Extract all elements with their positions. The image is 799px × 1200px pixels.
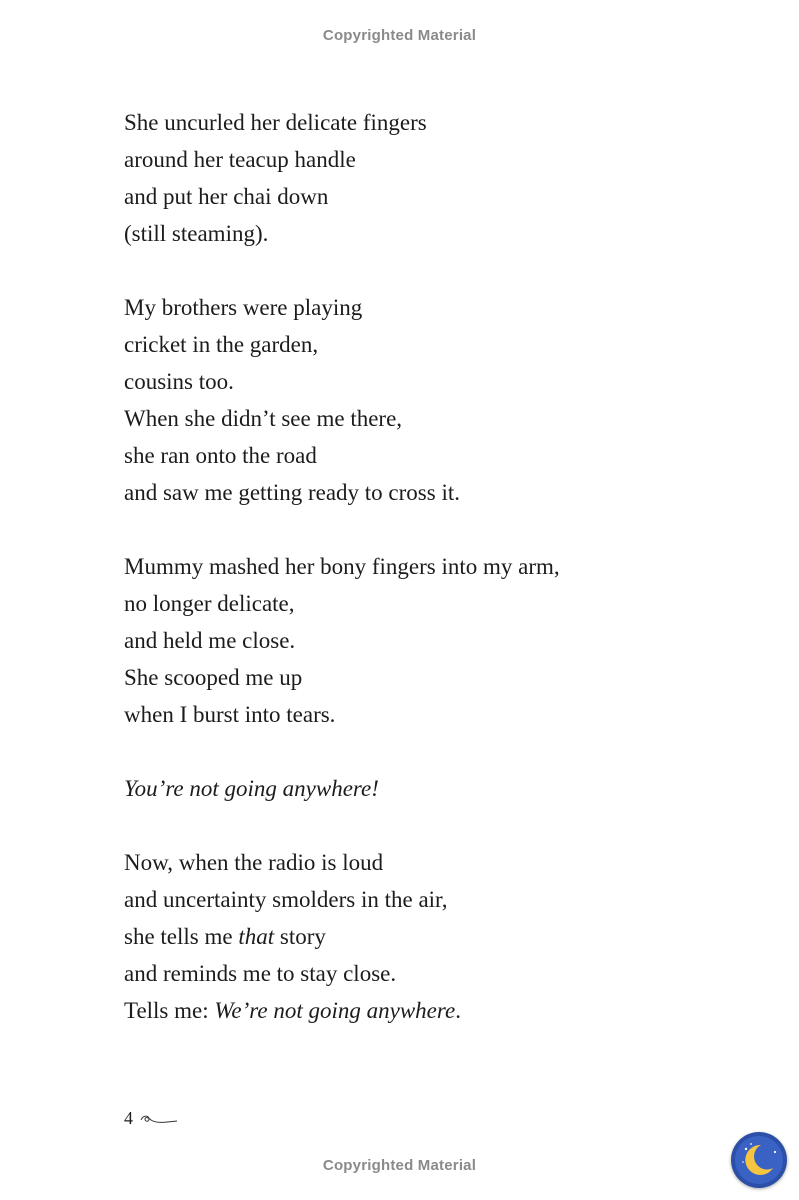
poem-line — [124, 992, 724, 1029]
poem-line: and held me close. — [124, 628, 296, 653]
poem-line: When she didn’t see me there, — [124, 406, 403, 431]
poem-line: and put her chai down — [124, 184, 329, 209]
poem-line: cricket in the garden, — [124, 332, 319, 357]
poem-line-italic: You’re not going anywhere! — [124, 776, 379, 801]
poem-line: no longer delicate, — [124, 591, 295, 616]
stanza-1 — [124, 104, 724, 252]
stanza-5 — [124, 844, 724, 1029]
line-text: Tells me: — [124, 998, 215, 1023]
stanza-3 — [124, 548, 724, 733]
line-text: . — [455, 998, 461, 1023]
line-emphasis: We’re not going anywhere — [214, 998, 456, 1023]
stanza-2 — [124, 289, 724, 511]
poem-line: and saw me getting ready to cross it. — [124, 480, 460, 505]
line-text: she tells me — [124, 924, 239, 949]
poem-line: when I burst into tears. — [124, 702, 336, 727]
poem-line: (still steaming). — [124, 221, 269, 246]
night-mode-button[interactable] — [731, 1132, 787, 1188]
line-text: story — [274, 924, 326, 949]
poem-line — [124, 918, 724, 955]
swirl-flourish-icon — [139, 1112, 179, 1126]
poem-line: Mummy mashed her bony fingers into my arm, — [124, 554, 560, 579]
copyright-watermark-top: Copyrighted Material — [322, 27, 477, 44]
poem-line: Now, when the radio is loud — [124, 850, 384, 875]
poem-line: she ran onto the road — [124, 443, 317, 468]
moon-stars-icon — [731, 1132, 787, 1188]
poem-line: around her teacup handle — [124, 147, 356, 172]
stanza-4 — [124, 770, 724, 807]
poem-line: My brothers were playing — [124, 295, 363, 320]
copyright-watermark-bottom: Copyrighted Material — [322, 1157, 477, 1174]
poem-line: She scooped me up — [124, 665, 303, 690]
poem-line: cousins too. — [124, 369, 234, 394]
poem-line: and reminds me to stay close. — [124, 961, 397, 986]
page-number — [124, 1108, 179, 1129]
poem-line: She uncurled her delicate fingers — [124, 110, 427, 135]
page-number-text: 4 — [124, 1108, 133, 1128]
poem-line: and uncertainty smolders in the air, — [124, 887, 448, 912]
poem-body — [124, 104, 724, 1066]
line-emphasis: that — [238, 924, 275, 949]
